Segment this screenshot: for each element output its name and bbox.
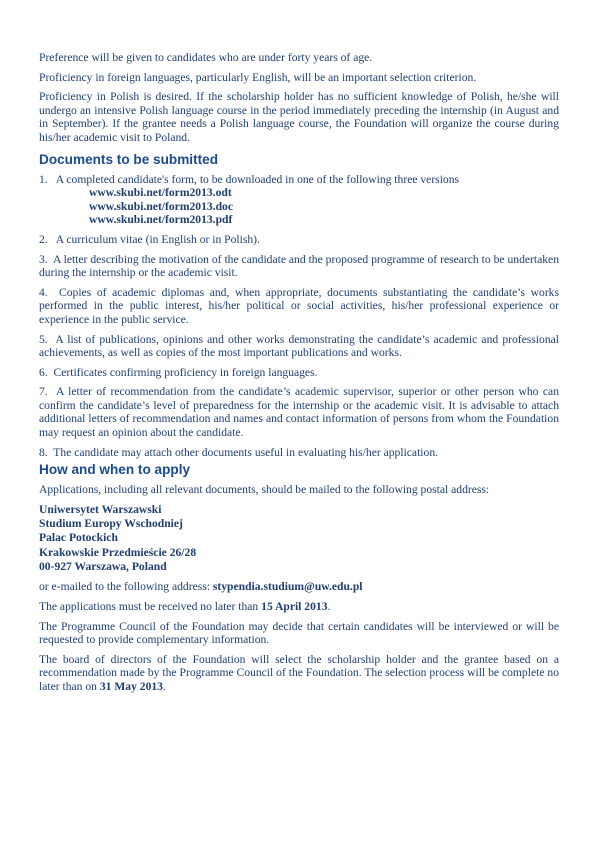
documents-heading: Documents to be submitted	[39, 151, 218, 167]
document-page	[39, 51, 559, 699]
email-link[interactable]: stypendia.studium@uw.edu.pl	[212, 580, 363, 594]
document-item-7: 7. A letter of recommendation from the candidate’s academic supervisor, superior or other person who can confirm the candidate’s level of preparedness for the internship or the academic visit. It is advisable to attach additional letters of recommendation and names and contact information of persons from whom the Foundation may request an opinion about the candidate.	[39, 385, 559, 440]
apply-heading: How and when to apply	[39, 462, 191, 478]
address-line-department: Studium Europy Wschodniej	[39, 517, 183, 531]
selection-date: 31 May 2013	[99, 679, 163, 693]
document-item-6: 6. Certificates confirming proficiency in foreign languages.	[39, 365, 318, 379]
address-line-street: Krakowskie Przedmieście 26/28	[39, 545, 197, 559]
address-line-city: 00-927 Warszawa, Poland	[39, 560, 167, 574]
form-link-pdf[interactable]: www.skubi.net/form2013.pdf	[89, 213, 233, 227]
form-link-odt[interactable]: www.skubi.net/form2013.odt	[89, 186, 232, 200]
council-note: The Programme Council of the Foundation may decide that certain candidates will be interviewed or will be requested to provide complementary information.	[39, 619, 559, 647]
document-item-8: 8. The candidate may attach other documents useful in evaluating his/her application.	[39, 445, 439, 459]
deadline-date: 15 April 2013	[261, 599, 328, 613]
form-link-doc[interactable]: www.skubi.net/form2013.doc	[89, 199, 233, 213]
email-line: or e-mailed to the following address: stypendia.studium@uw.edu.pl	[39, 580, 363, 594]
document-item-4: 4. Copies of academic diplomas and, when appropriate, documents substantiating the candidate’s works performed in the public interest, his/her political or social activities, his/her professional experience or experience in the public service.	[39, 285, 559, 326]
intro-polish-course: Proficiency in Polish is desired. If the scholarship holder has no sufficient knowledge of Polish, he/she will undergo an intensive Polish language course in the period immediately preceding the internship (in August and in September). If the grantee needs a Polish language course, the Foundation will organize the course during his/her academic visit to Poland.	[39, 90, 559, 144]
document-item-5: 5. A list of publications, opinions and other works demonstrating the candidate’s academic and professional achievements, as well as copies of the most important publications and works.	[39, 332, 559, 360]
document-item-3: 3. A letter describing the motivation of the candidate and the proposed programme of research to be undertaken during the internship or the academic visit.	[39, 252, 559, 280]
intro-language-criterion: Proficiency in foreign languages, particularly English, will be an important selection criterion.	[39, 70, 477, 84]
selection-note: The board of directors of the Foundation will select the scholarship holder and the grantee based on a recommendation made by the Programme Council of the Foundation. The selection process will be complete no later than on 31 May 2013.	[39, 652, 559, 693]
document-item-2: 2. A curriculum vitae (in English or in Polish).	[39, 232, 260, 246]
intro-age-preference: Preference will be given to candidates who are under forty years of age.	[39, 51, 373, 64]
mail-intro: Applications, including all relevant documents, should be mailed to the following postal address:	[39, 483, 490, 497]
deadline-line: The applications must be received no later than 15 April 2013.	[39, 599, 331, 613]
address-line-building: Palac Potockich	[39, 531, 118, 545]
postal-address	[39, 503, 559, 574]
form-links	[89, 186, 559, 227]
document-item-1: 1. A completed candidate's form, to be downloaded in one of the following three versions	[39, 172, 460, 186]
address-line-university: Uniwersytet Warszawski	[39, 502, 162, 516]
